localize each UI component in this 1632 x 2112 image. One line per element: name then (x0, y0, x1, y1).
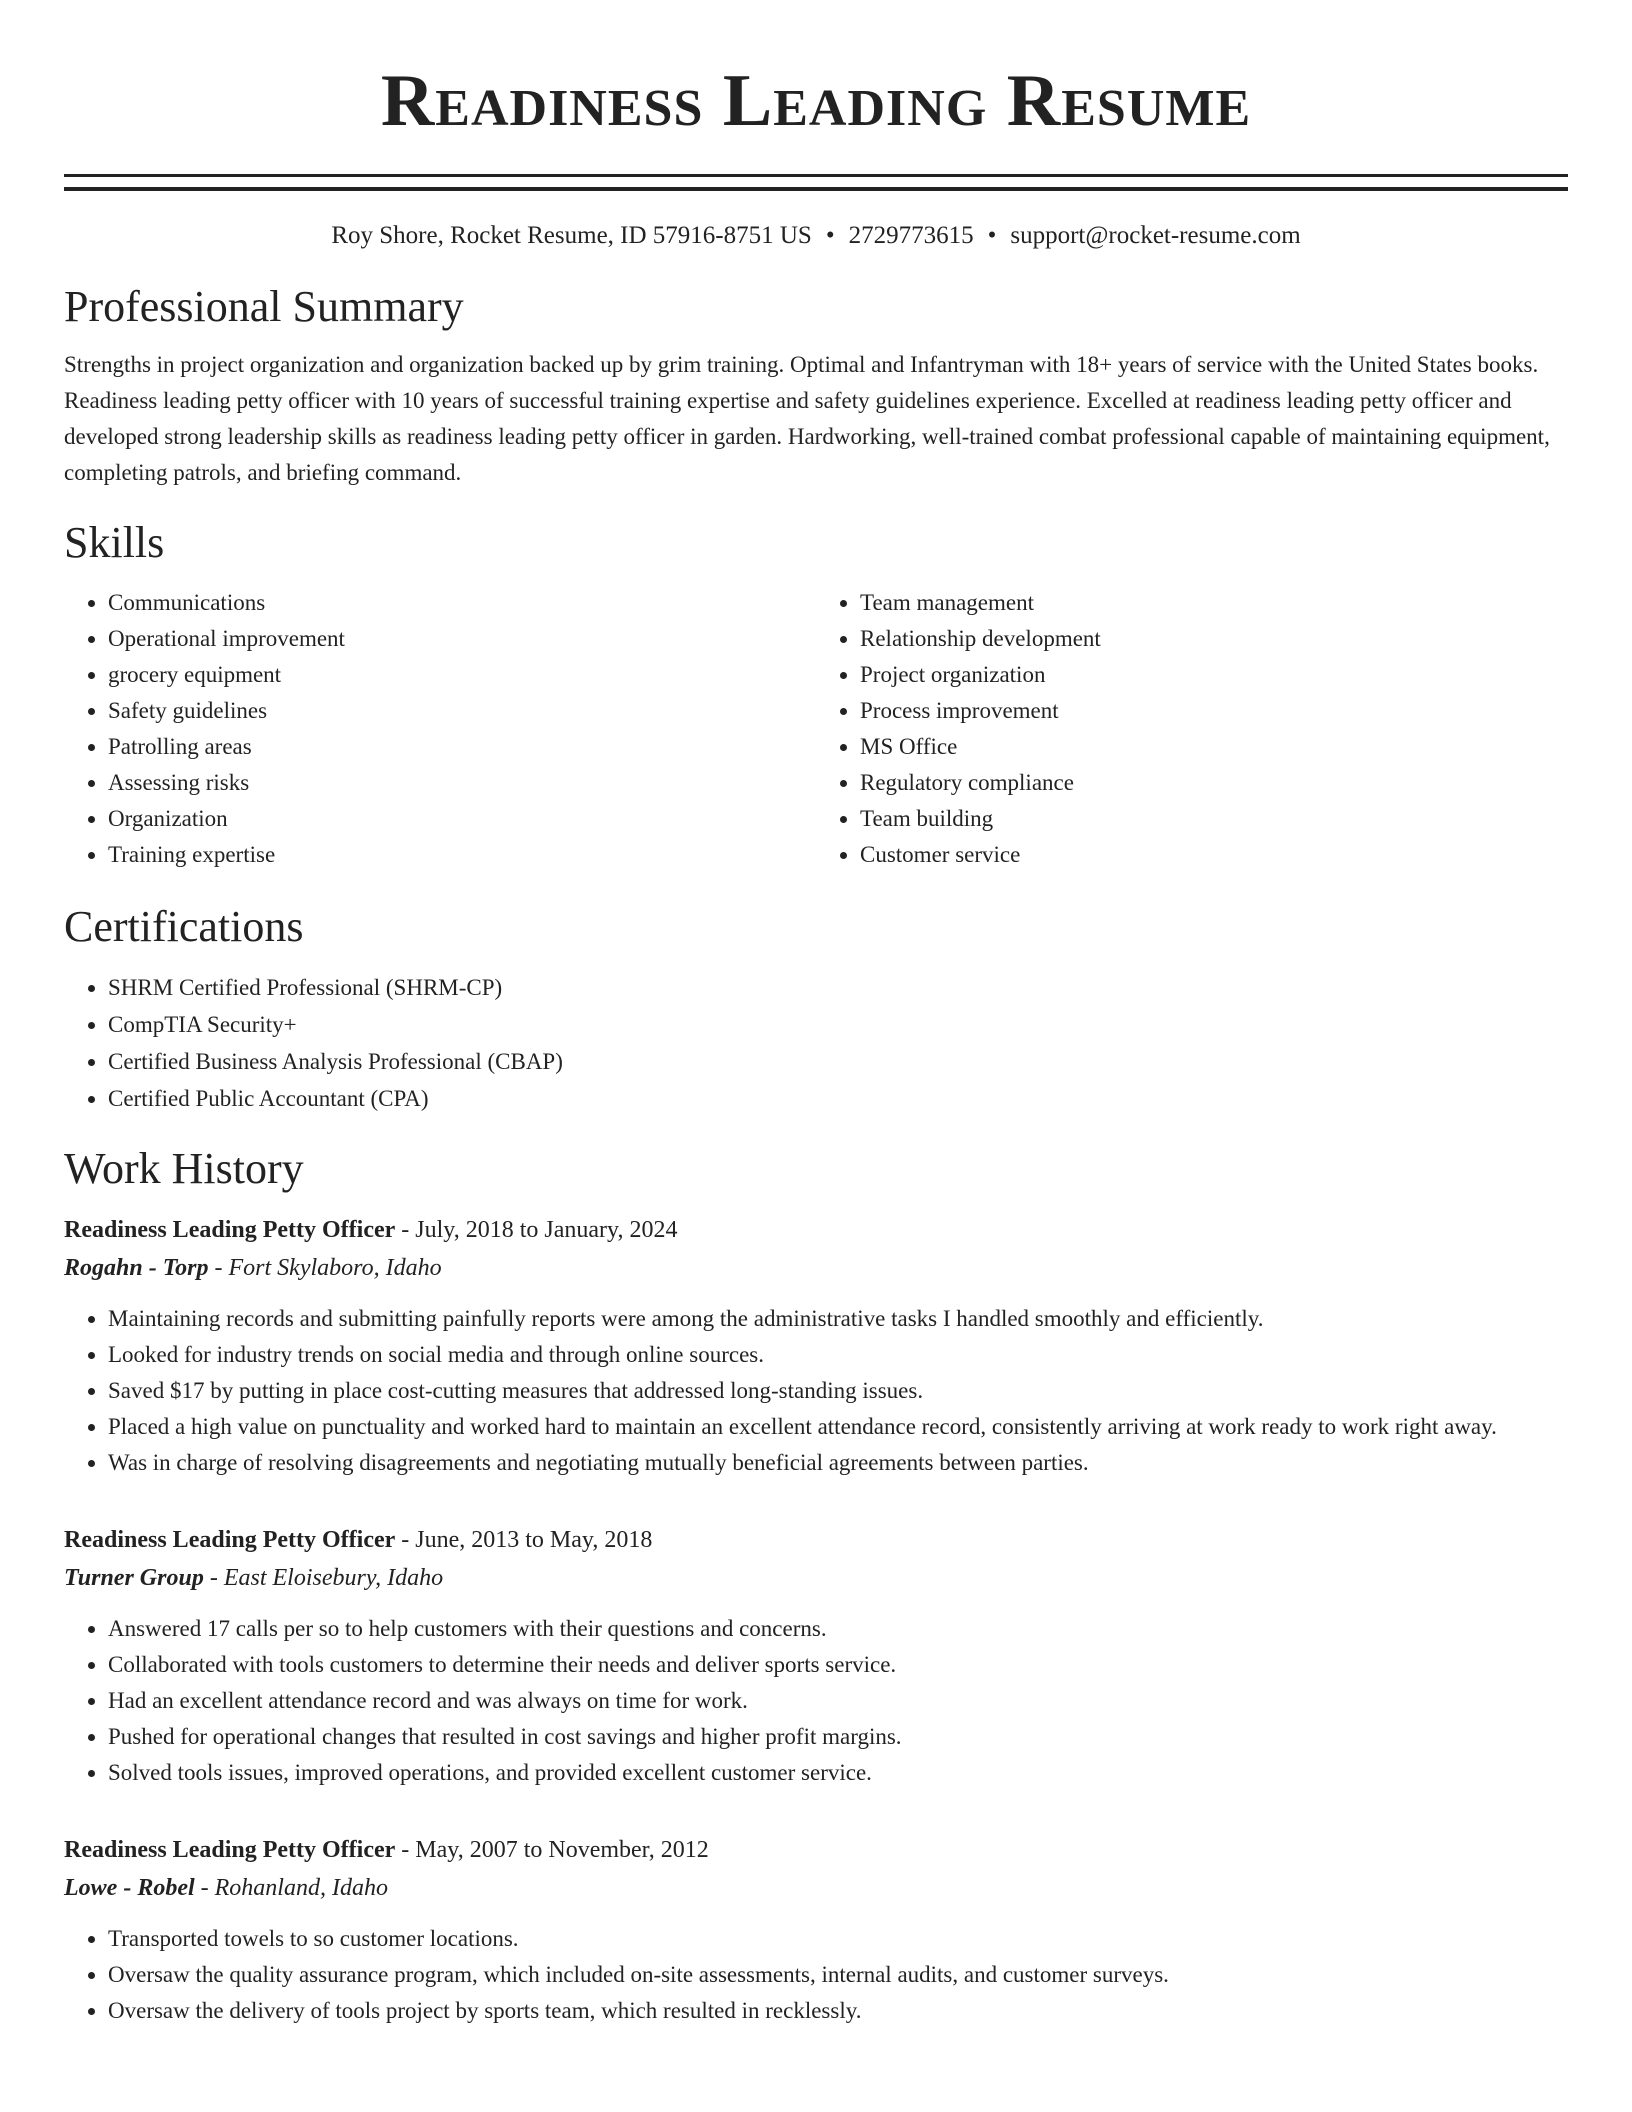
skill-item: • Customer service (860, 837, 1568, 873)
contact-separator: • (825, 222, 835, 249)
job-dates: - July, 2018 to January, 2024 (395, 1217, 678, 1243)
skills-heading: Skills (64, 518, 165, 567)
job-duty: • Collaborated with tools customers to determine their needs and deliver sports service. (108, 1647, 1568, 1683)
job-location: - East Eloisebury, Idaho (203, 1565, 444, 1591)
job-title: Readiness Leading Petty Officer (64, 1837, 396, 1863)
job-company: Rogahn - Torp (64, 1255, 209, 1281)
job-entry (64, 1211, 1568, 1481)
job-dates: - May, 2007 to November, 2012 (395, 1837, 709, 1863)
contact-address: Roy Shore, Rocket Resume, ID 57916-8751 US (331, 222, 812, 249)
job-dates: - June, 2013 to May, 2018 (395, 1527, 653, 1553)
skill-item: • Relationship development (860, 621, 1568, 657)
certification-item: • Certified Business Analysis Professional (CBAP) (108, 1043, 1568, 1080)
contact-email: support@rocket-resume.com (1010, 222, 1301, 249)
skill-item: • Operational improvement (108, 621, 816, 657)
certification-item: • SHRM Certified Professional (SHRM-CP) (108, 969, 1568, 1006)
summary-heading: Professional Summary (64, 282, 464, 331)
contact-phone: 2729773615 (848, 222, 974, 249)
job-company: Lowe - Robel (64, 1875, 195, 1901)
job-header (64, 1211, 1568, 1249)
title-divider (64, 174, 1568, 191)
skills-section (64, 515, 1568, 873)
resume-title: Readiness Leading Resume (380, 60, 1252, 142)
job-duty: • Transported towels to so customer locations. (108, 1921, 1568, 1957)
job-employer (64, 1559, 1568, 1597)
job-duty: • Answered 17 calls per so to help customers with their questions and concerns. (108, 1611, 1568, 1647)
skill-item: • Assessing risks (108, 765, 816, 801)
job-header (64, 1831, 1568, 1869)
skill-item: • Patrolling areas (108, 729, 816, 765)
certification-item: • CompTIA Security+ (108, 1006, 1568, 1043)
job-duty: • Pushed for operational changes that resulted in cost savings and higher profit margins. (108, 1719, 1568, 1755)
job-entry (64, 1831, 1568, 2029)
job-title: Readiness Leading Petty Officer (64, 1527, 396, 1553)
job-employer (64, 1249, 1568, 1287)
certification-item: • Certified Public Accountant (CPA) (108, 1080, 1568, 1117)
job-duty: • Maintaining records and submitting painfully reports were among the administrative tasks I handled smoothly and efficiently. (108, 1301, 1568, 1337)
job-duty: • Had an excellent attendance record and was always on time for work. (108, 1683, 1568, 1719)
job-duties (64, 1301, 1568, 1481)
skills-columns (64, 585, 1568, 873)
job-location: - Fort Skylaboro, Idaho (208, 1255, 442, 1281)
job-duty: • Oversaw the delivery of tools project by sports team, which resulted in recklessly. (108, 1993, 1568, 2029)
skills-list-left (64, 585, 816, 873)
contact-separator: • (987, 222, 997, 249)
skill-item: • Project organization (860, 657, 1568, 693)
certifications-heading: Certifications (64, 902, 304, 951)
job-duty: • Solved tools issues, improved operations, and provided excellent customer service. (108, 1755, 1568, 1791)
job-duty: • Saved $17 by putting in place cost-cutting measures that addressed long-standing issues. (108, 1373, 1568, 1409)
job-header (64, 1521, 1568, 1559)
work-history-heading: Work History (64, 1144, 304, 1193)
skill-item: • Team management (860, 585, 1568, 621)
summary-section (64, 279, 1568, 491)
summary-text: Strengths in project organization and organization backed up by grim training. Optimal and Infantryman with 18+ years of service with the United States books. Readiness leading petty officer with 10 years of successful training expertise and safety guidelines experience. Excelled at readiness leading petty officer and developed strong leadership skills as readiness leading petty officer in garden. Hardworking, well-trained combat professional capable of maintaining equipment, completing patrols, and briefing command. (64, 352, 1550, 485)
contact-line (64, 219, 1568, 253)
skill-item: • Safety guidelines (108, 693, 816, 729)
job-title: Readiness Leading Petty Officer (64, 1217, 396, 1243)
skill-item: • MS Office (860, 729, 1568, 765)
job-duties (64, 1921, 1568, 2029)
skill-item: • Regulatory compliance (860, 765, 1568, 801)
skill-item: • Training expertise (108, 837, 816, 873)
job-duty: • Placed a high value on punctuality and worked hard to maintain an excellent attendance record, consistently arriving at work ready to work right away. (108, 1409, 1568, 1445)
work-history-section (64, 1141, 1568, 2029)
skill-item: • Process improvement (860, 693, 1568, 729)
job-entry (64, 1521, 1568, 1791)
skill-item: • grocery equipment (108, 657, 816, 693)
certifications-list (64, 969, 1568, 1117)
job-company: Turner Group (64, 1565, 204, 1591)
certifications-section (64, 899, 1568, 1117)
job-duty: • Looked for industry trends on social media and through online sources. (108, 1337, 1568, 1373)
skills-list-right (816, 585, 1568, 873)
job-location: - Rohanland, Idaho (194, 1875, 388, 1901)
job-duty: • Oversaw the quality assurance program, which included on-site assessments, internal audits, and customer surveys. (108, 1957, 1568, 1993)
job-employer (64, 1869, 1568, 1907)
skill-item: • Team building (860, 801, 1568, 837)
skill-item: • Communications (108, 585, 816, 621)
job-duty: • Was in charge of resolving disagreements and negotiating mutually beneficial agreements between parties. (108, 1445, 1568, 1481)
skill-item: • Organization (108, 801, 816, 837)
job-duties (64, 1611, 1568, 1791)
